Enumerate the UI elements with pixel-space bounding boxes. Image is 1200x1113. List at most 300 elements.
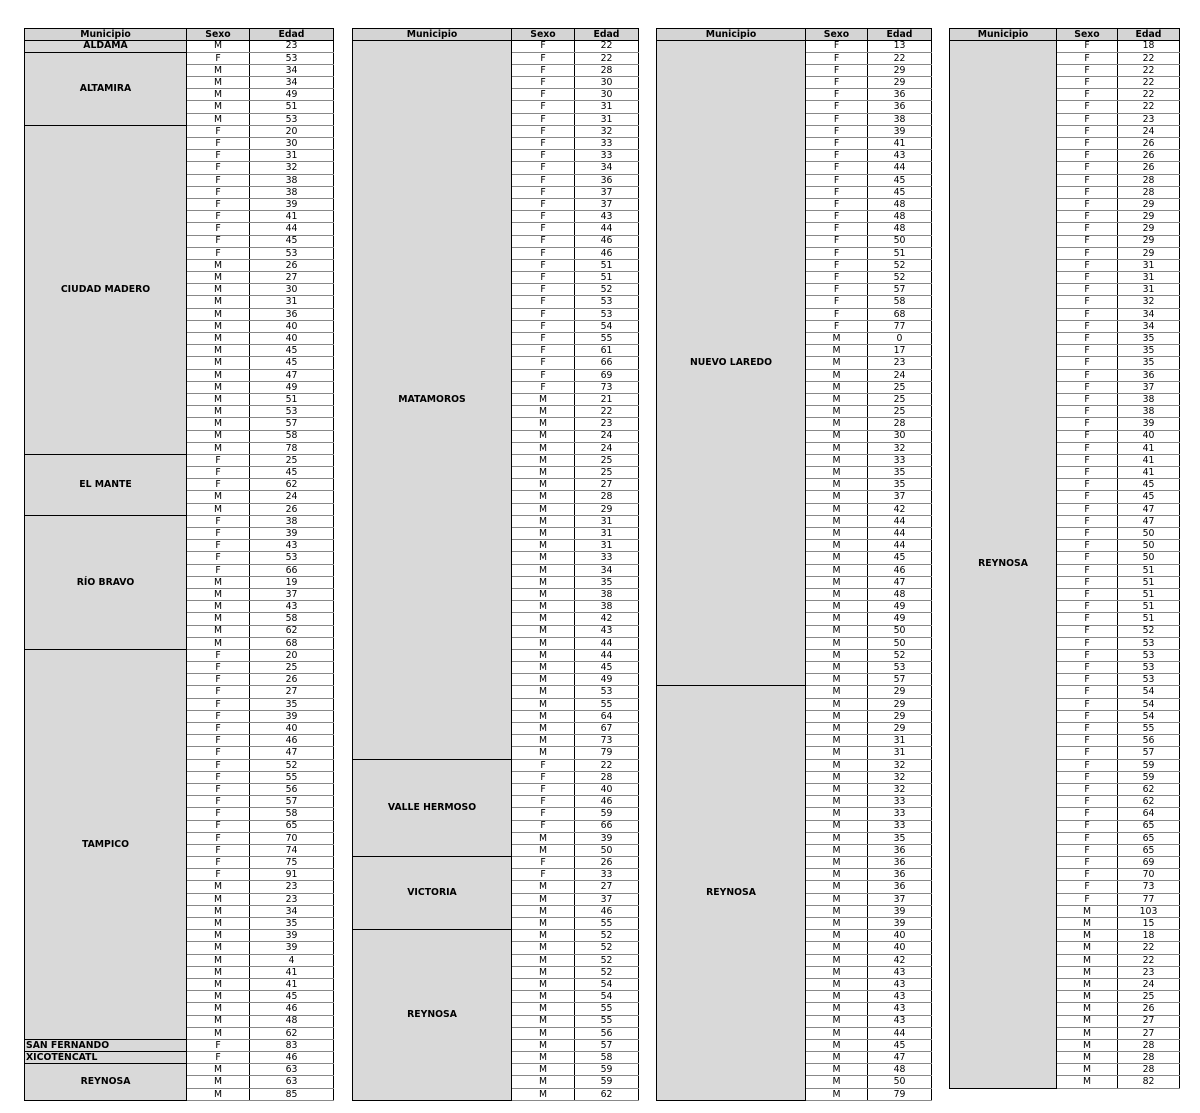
sexo-cell: M [806,369,868,381]
sexo-cell: F [1057,881,1118,893]
sexo-cell: M [512,918,575,930]
sexo-cell: M [187,613,250,625]
sexo-cell: F [1057,174,1118,186]
sexo-cell: F [187,1039,250,1051]
edad-cell: 45 [250,357,334,369]
sexo-cell: F [187,735,250,747]
sexo-cell: F [512,857,575,869]
sexo-cell: F [512,284,575,296]
edad-cell: 46 [250,735,334,747]
header-municipio: Municipio [353,29,512,41]
sexo-cell: M [806,564,868,576]
edad-cell: 32 [250,162,334,174]
table-row [25,52,334,64]
edad-cell: 91 [250,869,334,881]
sexo-cell: F [806,138,868,150]
edad-cell: 40 [868,930,932,942]
edad-cell: 49 [575,674,639,686]
sexo-cell: F [806,284,868,296]
edad-cell: 52 [575,942,639,954]
sexo-cell: F [1057,369,1118,381]
edad-cell: 50 [868,1076,932,1088]
sexo-cell: F [187,528,250,540]
sexo-cell: M [187,333,250,345]
age-table-1 [24,28,334,1101]
sexo-cell: M [806,942,868,954]
edad-cell: 37 [1118,381,1180,393]
edad-cell: 36 [1118,369,1180,381]
municipio-cell: REYNOSA [25,1064,187,1101]
edad-cell: 54 [1118,698,1180,710]
edad-cell: 46 [575,247,639,259]
edad-cell: 40 [1118,430,1180,442]
edad-cell: 39 [1118,418,1180,430]
sexo-cell: F [512,198,575,210]
edad-cell: 35 [868,832,932,844]
sexo-cell: M [512,686,575,698]
edad-cell: 36 [868,857,932,869]
edad-cell: 53 [575,686,639,698]
sexo-cell: M [806,978,868,990]
edad-cell: 64 [575,710,639,722]
sexo-cell: M [512,1015,575,1027]
edad-cell: 30 [575,77,639,89]
edad-cell: 58 [250,430,334,442]
sexo-cell: M [806,808,868,820]
header-municipio: Municipio [657,29,806,41]
edad-cell: 23 [575,418,639,430]
edad-cell: 38 [250,186,334,198]
sexo-cell: M [806,1088,868,1100]
edad-cell: 52 [575,284,639,296]
edad-cell: 41 [1118,467,1180,479]
edad-cell: 62 [250,1027,334,1039]
edad-cell: 85 [250,1088,334,1100]
header-sexo: Sexo [806,29,868,41]
sexo-cell: M [512,735,575,747]
table-row [25,125,334,137]
sexo-cell: M [512,540,575,552]
sexo-cell: M [512,393,575,405]
edad-cell: 48 [250,1015,334,1027]
sexo-cell: F [1057,223,1118,235]
sexo-cell: M [187,259,250,271]
edad-cell: 62 [250,479,334,491]
sexo-cell: F [512,320,575,332]
sexo-cell: M [806,540,868,552]
edad-cell: 51 [1118,588,1180,600]
sexo-cell: F [512,333,575,345]
edad-cell: 79 [575,747,639,759]
edad-cell: 45 [868,1039,932,1051]
edad-cell: 50 [868,625,932,637]
edad-cell: 51 [1118,564,1180,576]
edad-cell: 33 [868,808,932,820]
sexo-cell: F [1057,710,1118,722]
sexo-cell: M [806,771,868,783]
sexo-cell: M [187,978,250,990]
edad-cell: 28 [575,771,639,783]
edad-cell: 31 [575,528,639,540]
edad-cell: 66 [250,564,334,576]
sexo-cell: M [806,528,868,540]
edad-cell: 44 [250,223,334,235]
edad-cell: 68 [250,637,334,649]
edad-cell: 36 [868,101,932,113]
edad-cell: 26 [1118,138,1180,150]
edad-cell: 32 [868,442,932,454]
sexo-cell: F [187,52,250,64]
sexo-cell: F [1057,308,1118,320]
sexo-cell: M [187,442,250,454]
sexo-cell: M [806,649,868,661]
sexo-cell: F [1057,467,1118,479]
sexo-cell: F [187,662,250,674]
edad-cell: 33 [575,150,639,162]
sexo-cell: M [806,954,868,966]
sexo-cell: M [806,662,868,674]
sexo-cell: F [806,101,868,113]
edad-cell: 42 [575,613,639,625]
sexo-cell: F [1057,357,1118,369]
sexo-cell: F [512,162,575,174]
sexo-cell: M [187,64,250,76]
edad-cell: 22 [575,52,639,64]
sexo-cell: M [806,406,868,418]
edad-cell: 33 [868,454,932,466]
sexo-cell: F [1057,625,1118,637]
edad-cell: 39 [250,930,334,942]
edad-cell: 31 [575,101,639,113]
edad-cell: 45 [1118,491,1180,503]
edad-cell: 53 [1118,637,1180,649]
sexo-cell: M [1057,1015,1118,1027]
edad-cell: 70 [1118,869,1180,881]
edad-cell: 43 [868,1015,932,1027]
edad-cell: 35 [868,467,932,479]
edad-cell: 67 [575,723,639,735]
header-municipio: Municipio [25,29,187,41]
sexo-cell: F [512,186,575,198]
sexo-cell: M [512,930,575,942]
sexo-cell: F [806,77,868,89]
edad-cell: 30 [250,138,334,150]
edad-cell: 22 [1118,52,1180,64]
edad-cell: 55 [575,1015,639,1027]
sexo-cell: M [1057,905,1118,917]
edad-cell: 30 [250,284,334,296]
edad-cell: 18 [1118,930,1180,942]
sexo-cell: F [1057,430,1118,442]
edad-cell: 57 [250,418,334,430]
edad-cell: 103 [1118,905,1180,917]
edad-cell: 47 [250,369,334,381]
sexo-cell: M [512,552,575,564]
edad-cell: 36 [868,844,932,856]
edad-cell: 47 [1118,515,1180,527]
edad-cell: 57 [868,674,932,686]
edad-cell: 51 [868,247,932,259]
edad-cell: 44 [575,637,639,649]
edad-cell: 56 [1118,735,1180,747]
sexo-cell: M [806,844,868,856]
sexo-cell: M [187,406,250,418]
sexo-cell: M [187,1076,250,1088]
edad-cell: 23 [250,893,334,905]
edad-cell: 39 [250,710,334,722]
edad-cell: 15 [1118,918,1180,930]
sexo-cell: M [512,588,575,600]
edad-cell: 50 [868,637,932,649]
edad-cell: 53 [1118,649,1180,661]
edad-cell: 52 [1118,625,1180,637]
sexo-cell: F [1057,345,1118,357]
edad-cell: 59 [1118,771,1180,783]
sexo-cell: M [806,503,868,515]
sexo-cell: M [187,393,250,405]
sexo-cell: F [187,808,250,820]
sexo-cell: F [806,162,868,174]
sexo-cell: M [1057,991,1118,1003]
sexo-cell: F [187,125,250,137]
edad-cell: 22 [1118,942,1180,954]
sexo-cell: M [806,333,868,345]
sexo-cell: M [512,528,575,540]
edad-cell: 53 [575,296,639,308]
sexo-cell: F [512,296,575,308]
sexo-cell: M [512,832,575,844]
sexo-cell: F [1057,393,1118,405]
edad-cell: 44 [868,515,932,527]
edad-cell: 31 [250,150,334,162]
municipio-cell: ALDAMA [25,40,187,52]
sexo-cell: M [806,467,868,479]
edad-cell: 25 [575,467,639,479]
sexo-cell: F [1057,52,1118,64]
edad-cell: 53 [250,113,334,125]
municipio-cell: REYNOSA [950,40,1057,1088]
sexo-cell: F [806,272,868,284]
edad-cell: 39 [250,198,334,210]
sexo-cell: M [512,1076,575,1088]
edad-cell: 4 [250,954,334,966]
edad-cell: 26 [575,857,639,869]
edad-cell: 28 [868,418,932,430]
sexo-cell: M [806,991,868,1003]
sexo-cell: F [187,198,250,210]
sexo-cell: F [512,808,575,820]
edad-cell: 40 [250,723,334,735]
sexo-cell: F [187,223,250,235]
sexo-cell: M [187,430,250,442]
sexo-cell: M [806,1039,868,1051]
sexo-cell: F [187,1052,250,1064]
edad-cell: 38 [868,113,932,125]
edad-cell: 43 [575,625,639,637]
edad-cell: 55 [575,1003,639,1015]
municipio-cell: SAN FERNANDO [25,1039,187,1051]
sexo-cell: F [1057,613,1118,625]
sexo-cell: M [806,735,868,747]
edad-cell: 26 [250,674,334,686]
edad-cell: 53 [1118,662,1180,674]
sexo-cell: M [512,662,575,674]
edad-cell: 29 [1118,211,1180,223]
sexo-cell: M [512,491,575,503]
edad-cell: 39 [250,528,334,540]
edad-cell: 36 [868,869,932,881]
edad-cell: 24 [575,442,639,454]
edad-cell: 54 [1118,686,1180,698]
edad-cell: 47 [868,1052,932,1064]
edad-cell: 44 [868,540,932,552]
edad-cell: 29 [868,77,932,89]
sexo-cell: F [512,101,575,113]
municipio-cell: ALTAMIRA [25,52,187,125]
edad-cell: 40 [250,320,334,332]
sexo-cell: M [512,479,575,491]
sexo-cell: M [806,820,868,832]
sexo-cell: F [187,783,250,795]
sexo-cell: M [806,905,868,917]
sexo-cell: F [187,820,250,832]
edad-cell: 53 [250,52,334,64]
sexo-cell: M [187,40,250,52]
sexo-cell: F [512,357,575,369]
table-row [950,40,1180,52]
edad-cell: 17 [868,345,932,357]
sexo-cell: F [512,125,575,137]
edad-cell: 31 [1118,259,1180,271]
header-sexo: Sexo [1057,29,1118,41]
edad-cell: 26 [250,259,334,271]
edad-cell: 23 [250,40,334,52]
sexo-cell: M [806,918,868,930]
edad-cell: 78 [250,442,334,454]
edad-cell: 53 [250,406,334,418]
sexo-cell: M [512,893,575,905]
sexo-cell: M [512,613,575,625]
edad-cell: 52 [575,954,639,966]
edad-cell: 41 [250,966,334,978]
sexo-cell: M [1057,1076,1118,1088]
sexo-cell: M [512,467,575,479]
sexo-cell: F [1057,320,1118,332]
edad-cell: 53 [250,247,334,259]
edad-cell: 49 [250,381,334,393]
edad-cell: 44 [868,1027,932,1039]
sexo-cell: M [806,515,868,527]
edad-cell: 25 [868,381,932,393]
edad-cell: 21 [575,393,639,405]
header-edad: Edad [868,29,932,41]
edad-cell: 51 [1118,576,1180,588]
edad-cell: 18 [1118,40,1180,52]
edad-cell: 25 [250,662,334,674]
edad-cell: 50 [1118,552,1180,564]
edad-cell: 36 [250,308,334,320]
edad-cell: 54 [575,320,639,332]
edad-cell: 37 [250,588,334,600]
edad-cell: 77 [868,320,932,332]
sexo-cell: F [1057,637,1118,649]
sexo-cell: F [1057,588,1118,600]
edad-cell: 0 [868,333,932,345]
age-table-2 [352,28,639,1101]
sexo-cell: F [512,869,575,881]
sexo-cell: F [187,649,250,661]
edad-cell: 34 [250,64,334,76]
sexo-cell: F [187,211,250,223]
table-row [353,857,639,869]
municipio-cell: MATAMOROS [353,40,512,759]
sexo-cell: M [806,418,868,430]
sexo-cell: M [512,905,575,917]
sexo-cell: F [1057,77,1118,89]
edad-cell: 19 [250,576,334,588]
sexo-cell: F [806,52,868,64]
edad-cell: 52 [250,759,334,771]
sexo-cell: M [512,942,575,954]
sexo-cell: M [806,869,868,881]
sexo-cell: F [1057,796,1118,808]
edad-cell: 83 [250,1039,334,1051]
table-row [25,515,334,527]
sexo-cell: F [512,771,575,783]
edad-cell: 42 [868,954,932,966]
edad-cell: 66 [575,820,639,832]
sexo-cell: M [512,1003,575,1015]
sexo-cell: M [512,881,575,893]
edad-cell: 29 [868,723,932,735]
edad-cell: 29 [1118,198,1180,210]
edad-cell: 46 [575,235,639,247]
municipio-cell: XICOTÉNCATL [25,1052,187,1064]
edad-cell: 46 [250,1052,334,1064]
header-sexo: Sexo [512,29,575,41]
edad-cell: 35 [1118,345,1180,357]
sexo-cell: F [1057,674,1118,686]
edad-cell: 58 [575,1052,639,1064]
sexo-cell: F [187,235,250,247]
sexo-cell: M [806,625,868,637]
sexo-cell: F [806,64,868,76]
sexo-cell: M [1057,1027,1118,1039]
edad-cell: 55 [575,918,639,930]
edad-cell: 30 [575,89,639,101]
edad-cell: 24 [868,369,932,381]
header-edad: Edad [1118,29,1180,41]
sexo-cell: M [806,430,868,442]
edad-cell: 45 [575,662,639,674]
sexo-cell: F [512,308,575,320]
sexo-cell: F [1057,162,1118,174]
sexo-cell: F [187,844,250,856]
edad-cell: 27 [1118,1027,1180,1039]
edad-cell: 22 [1118,77,1180,89]
sexo-cell: F [187,857,250,869]
table-row [25,1064,334,1076]
edad-cell: 46 [250,1003,334,1015]
sexo-cell: F [187,747,250,759]
sexo-cell: F [512,783,575,795]
sexo-cell: F [512,211,575,223]
sexo-cell: M [512,418,575,430]
edad-cell: 53 [868,662,932,674]
edad-cell: 55 [250,771,334,783]
edad-cell: 43 [868,1003,932,1015]
sexo-cell: F [1057,247,1118,259]
